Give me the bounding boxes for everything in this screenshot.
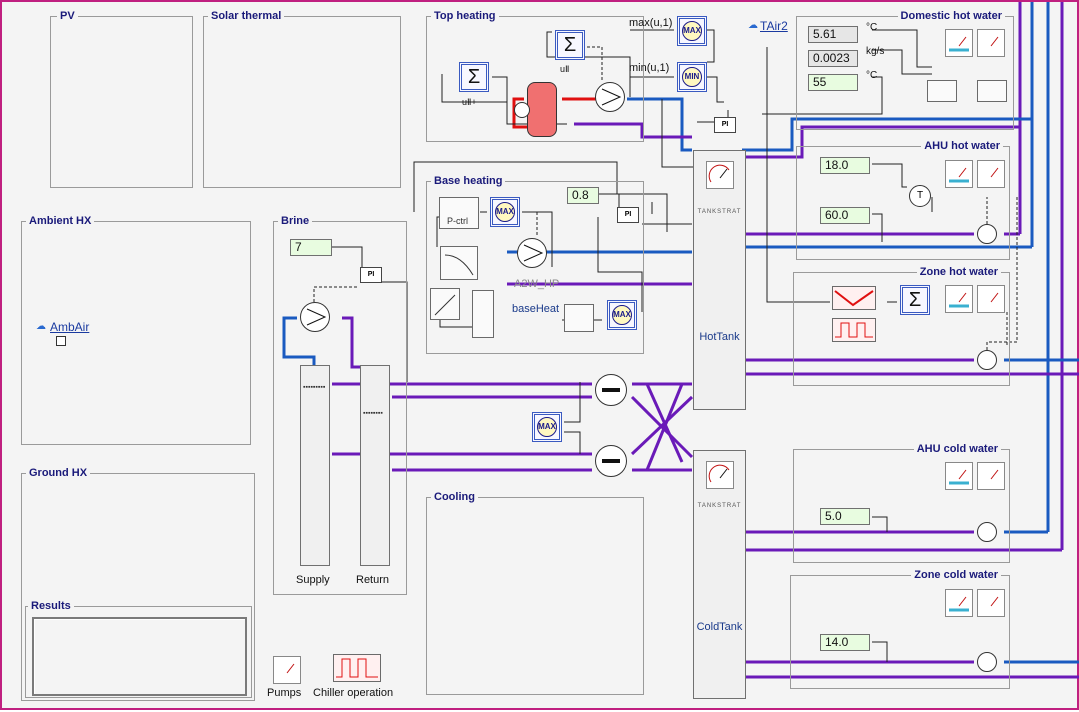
heat-exchanger-icon[interactable] — [595, 445, 627, 477]
brine-setpoint-field[interactable]: 7 — [290, 239, 332, 256]
zone-cold-setpoint-field[interactable]: 14.0 — [820, 634, 870, 651]
group-title: Zone cold water — [911, 569, 1001, 582]
supply-column[interactable] — [300, 365, 330, 566]
heater-icon[interactable] — [527, 82, 557, 137]
p-ctrl-block[interactable] — [439, 197, 479, 229]
sum-block[interactable]: Σ — [900, 285, 930, 315]
hp-input-block[interactable] — [472, 290, 494, 338]
group-cooling — [426, 491, 644, 695]
pi-controller[interactable]: PI — [714, 117, 736, 133]
group-title: Solar thermal — [208, 10, 284, 23]
p-ctrl-label: P-ctrl — [447, 216, 468, 226]
max-block[interactable]: MAX — [532, 412, 562, 442]
dhw-set-unit: °C — [866, 70, 878, 81]
group-results — [25, 600, 252, 698]
schedule-block[interactable] — [832, 286, 876, 310]
min-block[interactable]: MIN — [677, 62, 707, 92]
hot-tank[interactable] — [693, 150, 746, 410]
supply-label: Supply — [296, 574, 330, 586]
gauge-icon — [977, 462, 1005, 490]
group-title: AHU hot water — [921, 140, 1003, 153]
heat-exchanger-icon[interactable] — [595, 374, 627, 406]
pumps-label: Pumps — [267, 687, 302, 699]
chiller-operation-label: Chiller operation — [313, 687, 394, 699]
pi-controller[interactable]: PI — [617, 207, 639, 223]
tank-strat-label: TANKSTRAT — [697, 503, 742, 509]
gauge-icon — [706, 161, 734, 189]
pulse-block[interactable] — [832, 318, 876, 342]
dhw-temp-unit: °C — [866, 22, 878, 33]
group-pv — [50, 10, 193, 188]
gauge-icon — [977, 589, 1005, 617]
max-u1-label: max(u,1) — [629, 17, 673, 29]
ahu-cold-setpoint-field[interactable]: 5.0 — [820, 508, 870, 525]
return-column-tag: ▪▪▪▪▪▪▪▪ — [363, 410, 383, 417]
pi-controller[interactable]: PI — [360, 267, 382, 283]
gauge-icon[interactable] — [273, 656, 301, 684]
dhw-flow-field[interactable]: 0.0023 — [808, 50, 858, 67]
dhw-setpoint-field[interactable]: 55 — [808, 74, 858, 91]
u-top-label: uⅡ — [560, 64, 570, 74]
max-block[interactable]: MAX — [490, 197, 520, 227]
tair2-link[interactable]: TAir2 — [760, 19, 788, 33]
pump-icon[interactable] — [595, 82, 625, 112]
ahu-hot-supply-field[interactable]: 60.0 — [820, 207, 870, 224]
amb-air-port[interactable] — [56, 336, 66, 346]
chiller-pulse-block[interactable] — [333, 654, 381, 682]
dhw-source-block[interactable] — [977, 80, 1007, 102]
gauge-icon — [945, 29, 973, 57]
gauge-icon — [945, 462, 973, 490]
cold-tank[interactable] — [693, 450, 746, 699]
pump-icon[interactable] — [977, 224, 997, 244]
tair2-icon: ☁ — [748, 20, 758, 31]
amb-air-icon: ☁ — [36, 321, 46, 332]
group-title: Brine — [278, 215, 312, 228]
group-title: Domestic hot water — [898, 10, 1005, 23]
trunk-lines — [1020, 2, 1062, 550]
group-title: AHU cold water — [914, 443, 1001, 456]
results-display[interactable] — [32, 617, 247, 696]
dhw-sink-block[interactable] — [927, 80, 957, 102]
group-title: Ground HX — [26, 467, 90, 480]
group-title: PV — [57, 10, 78, 23]
pump-icon[interactable] — [977, 652, 997, 672]
base-setpoint-field[interactable]: 0.8 — [567, 187, 599, 204]
plot-block[interactable] — [564, 304, 594, 332]
pump-icon[interactable] — [977, 522, 997, 542]
group-title: Base heating — [431, 175, 505, 188]
gauge-icon — [706, 461, 734, 489]
gauge-icon — [945, 285, 973, 313]
curve-block[interactable] — [440, 246, 478, 280]
group-solar-thermal — [203, 10, 401, 188]
group-title: Zone hot water — [917, 266, 1001, 279]
temperature-sensor-label: T — [916, 190, 924, 201]
sum-block[interactable]: Σ — [459, 62, 489, 92]
ahu-hot-setpoint-field[interactable]: 18.0 — [820, 157, 870, 174]
base-heat-label: baseHeat — [512, 303, 560, 315]
pump-icon[interactable] — [517, 238, 547, 268]
gauge-icon — [945, 589, 973, 617]
group-title: Results — [28, 600, 74, 613]
pump-icon[interactable] — [977, 350, 997, 370]
tank-label: HotTank — [699, 331, 740, 343]
dhw-temp-field[interactable]: 5.61 — [808, 26, 858, 43]
a2w-hp-label: A2W_HP — [514, 278, 560, 290]
amb-air-link[interactable]: AmbAir — [50, 320, 90, 334]
max-block[interactable]: MAX — [607, 300, 637, 330]
gauge-icon — [977, 29, 1005, 57]
u-plus-label: uⅡ+ — [462, 97, 477, 107]
group-title: Ambient HX — [26, 215, 94, 228]
return-label: Return — [356, 574, 390, 586]
tank-strat-label: TANKSTRAT — [697, 209, 742, 215]
sum-block[interactable]: Σ — [555, 30, 585, 60]
min-u1-label: min(u,1) — [629, 62, 670, 74]
ramp-block[interactable] — [430, 288, 460, 320]
dhw-flow-unit: kg/s — [866, 46, 885, 57]
tank-label: ColdTank — [696, 621, 743, 633]
return-column[interactable] — [360, 365, 390, 566]
gauge-icon — [977, 285, 1005, 313]
gauge-icon — [977, 160, 1005, 188]
group-title: Top heating — [431, 10, 499, 23]
group-title: Cooling — [431, 491, 478, 504]
pump-icon[interactable] — [300, 302, 330, 332]
gauge-icon — [945, 160, 973, 188]
max-block[interactable]: MAX — [677, 16, 707, 46]
supply-column-tag: ▪▪▪▪▪▪▪▪▪ — [303, 384, 326, 391]
pump-icon[interactable] — [514, 102, 530, 118]
temperature-sensor[interactable] — [909, 185, 931, 207]
